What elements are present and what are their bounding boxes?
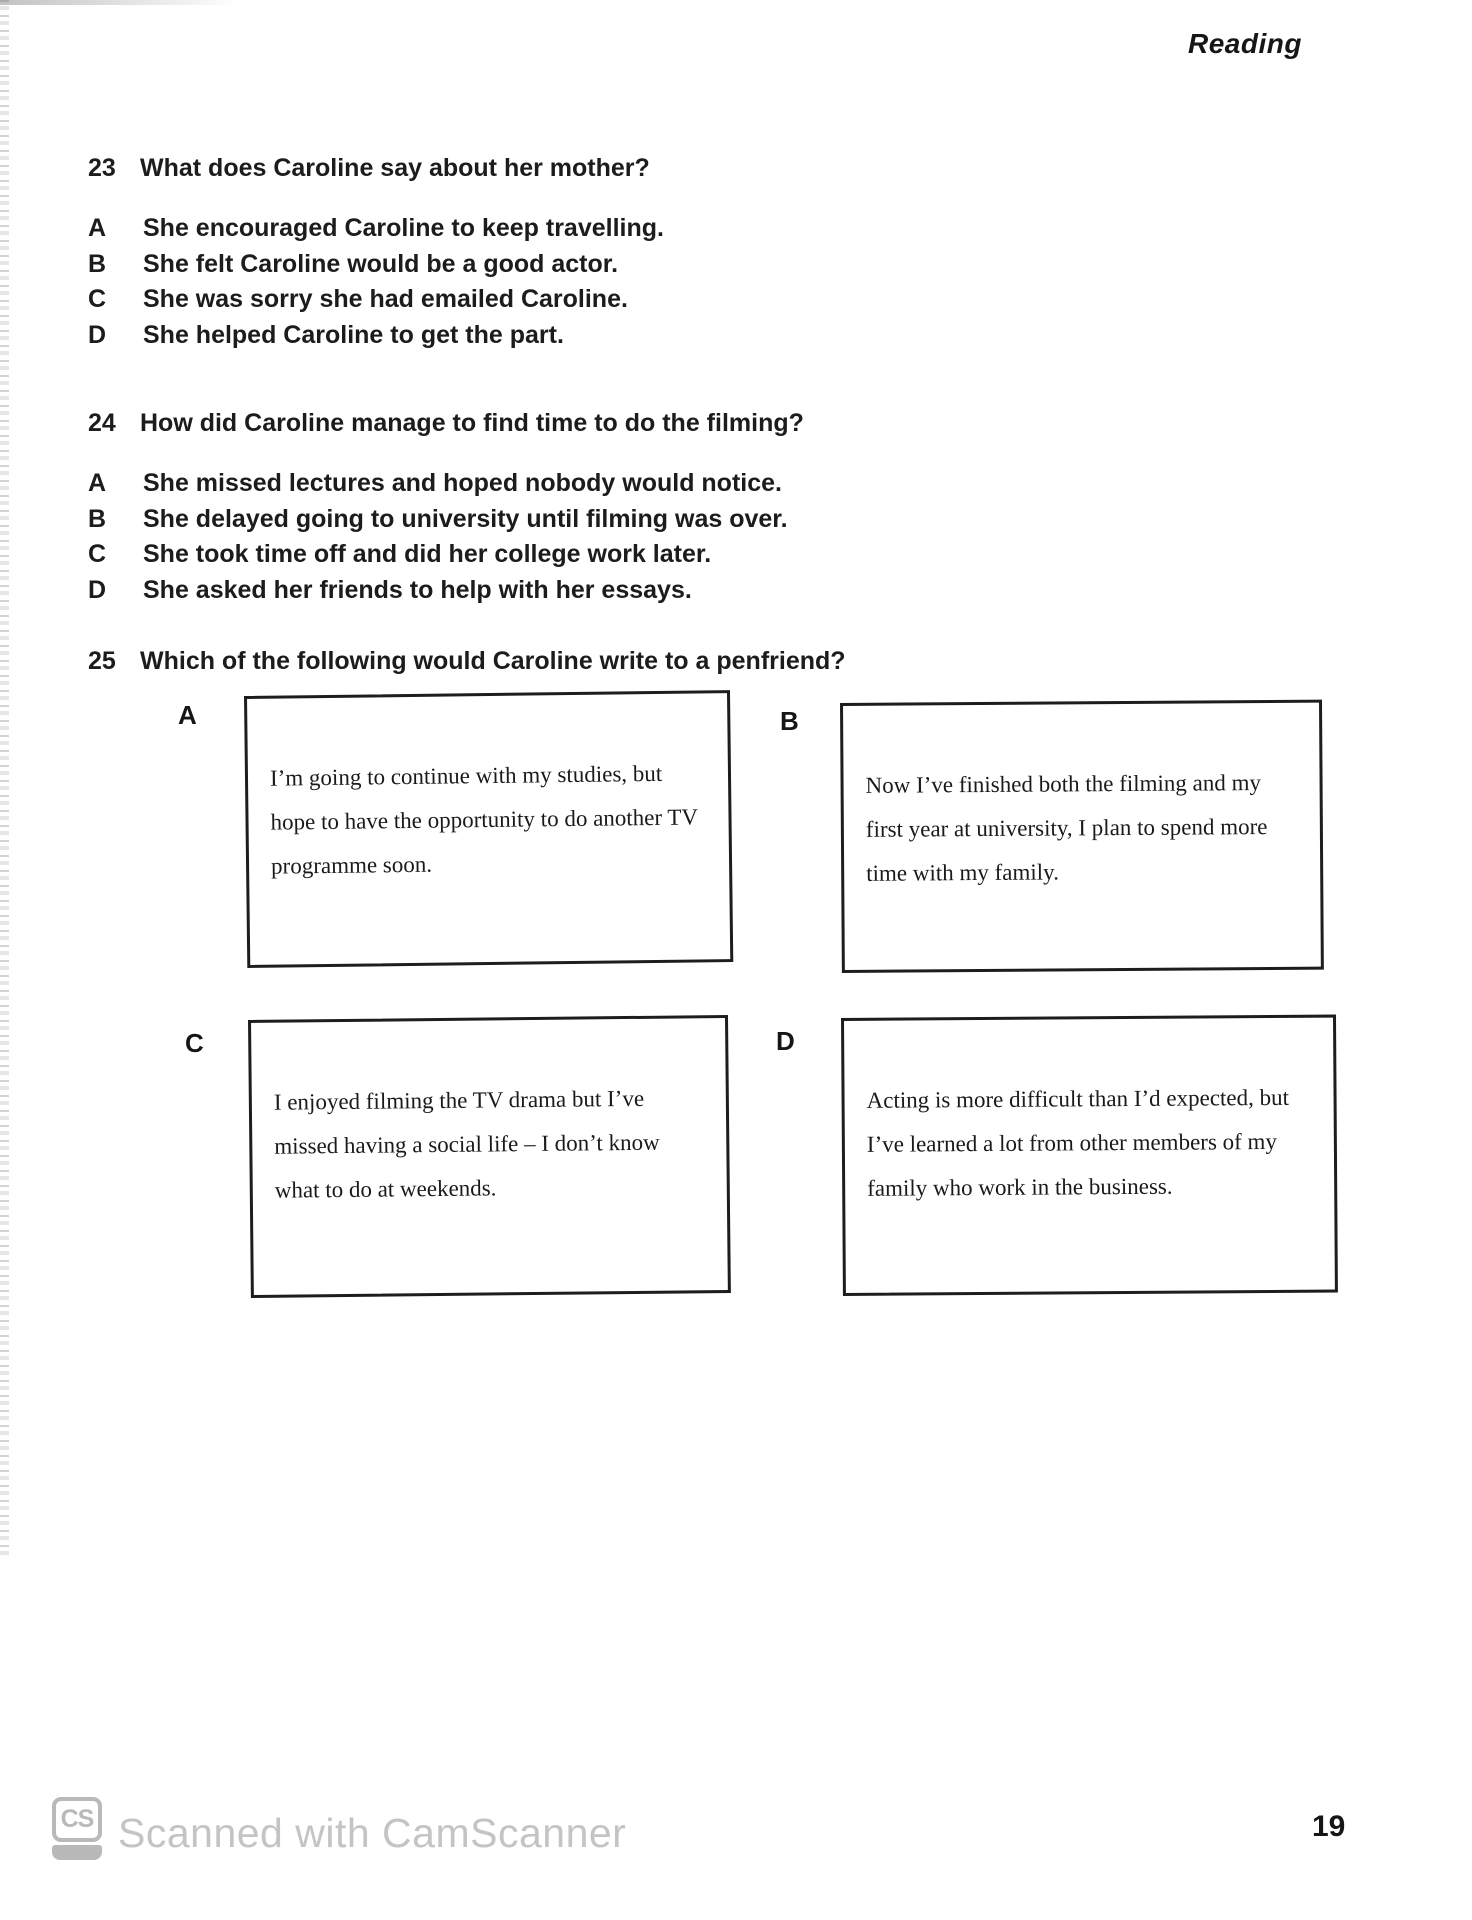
camscanner-logo-base [52,1845,102,1860]
answer-box-label-a: A [178,700,197,730]
option-letter: C [88,285,107,313]
question-head [88,408,804,438]
page-number: 19 [1312,1810,1346,1843]
option-text: She delayed going to university until filming was over. [143,504,788,533]
answer-box-text: Now I’ve finished both the filming and my first year at university, I plan to spend more time with my family. [865,770,1268,886]
option-letter: D [88,575,107,604]
option-letter: B [88,249,107,278]
option-letter: A [88,214,107,242]
camscanner-badge: CS [52,1797,102,1842]
answer-box-text: I enjoyed filming the TV drama but I’ve missed having a social life – I don’t know what to do at weekends. [273,1085,660,1203]
option-d [88,573,804,609]
option-a [88,466,804,502]
option-d [88,318,664,354]
answer-box-label-b: B [780,706,799,736]
option-c [88,282,664,318]
answer-box-label-d: D [776,1026,795,1056]
option-a [88,211,664,247]
question-text: Which of the following would Caroline write to a penfriend? [140,647,846,675]
option-letter: A [88,469,107,497]
option-b [88,502,804,538]
scan-edge-artifact [0,0,9,1560]
scan-corner-artifact [0,0,240,5]
option-text: She helped Caroline to get the part. [143,320,564,349]
answer-box-c [248,1015,731,1298]
option-text: She felt Caroline would be a good actor. [143,249,619,278]
question-24 [88,408,804,608]
question-head [88,153,664,183]
option-letter: D [88,320,107,349]
option-letter: B [88,504,107,533]
option-text: She encouraged Caroline to keep travelling. [143,214,664,242]
option-text: She took time off and did her college work later. [143,540,712,568]
answer-box-text: I’m going to continue with my studies, but hope to have the opportunity to do another TV programme soon. [269,760,698,879]
section-title: Reading [1188,28,1302,59]
question-number: 23 [88,154,116,182]
option-text: She asked her friends to help with her essays. [143,575,692,604]
answer-box-a [244,690,733,968]
options-list [88,211,664,353]
camscanner-watermark: Scanned with CamScanner [118,1810,627,1856]
answer-box-d [841,1015,1338,1296]
option-text: She missed lectures and hoped nobody would notice. [143,469,782,497]
option-text: She was sorry she had emailed Caroline. [143,285,628,313]
camscanner-logo-icon [52,1797,102,1860]
question-head [88,646,846,676]
option-b [88,247,664,283]
answer-box-text: Acting is more difficult than I’d expected, but I’ve learned a lot from other members of my family who work in the business. [866,1084,1290,1201]
question-23 [88,153,664,353]
option-letter: C [88,540,107,568]
options-list [88,466,804,608]
answer-box-label-c: C [185,1028,204,1058]
answer-box-b [840,700,1324,973]
question-text: What does Caroline say about her mother? [140,154,650,182]
question-text: How did Caroline manage to find time to do the filming? [140,409,804,437]
option-c [88,537,804,573]
question-number: 24 [88,409,116,437]
question-number: 25 [88,647,116,675]
